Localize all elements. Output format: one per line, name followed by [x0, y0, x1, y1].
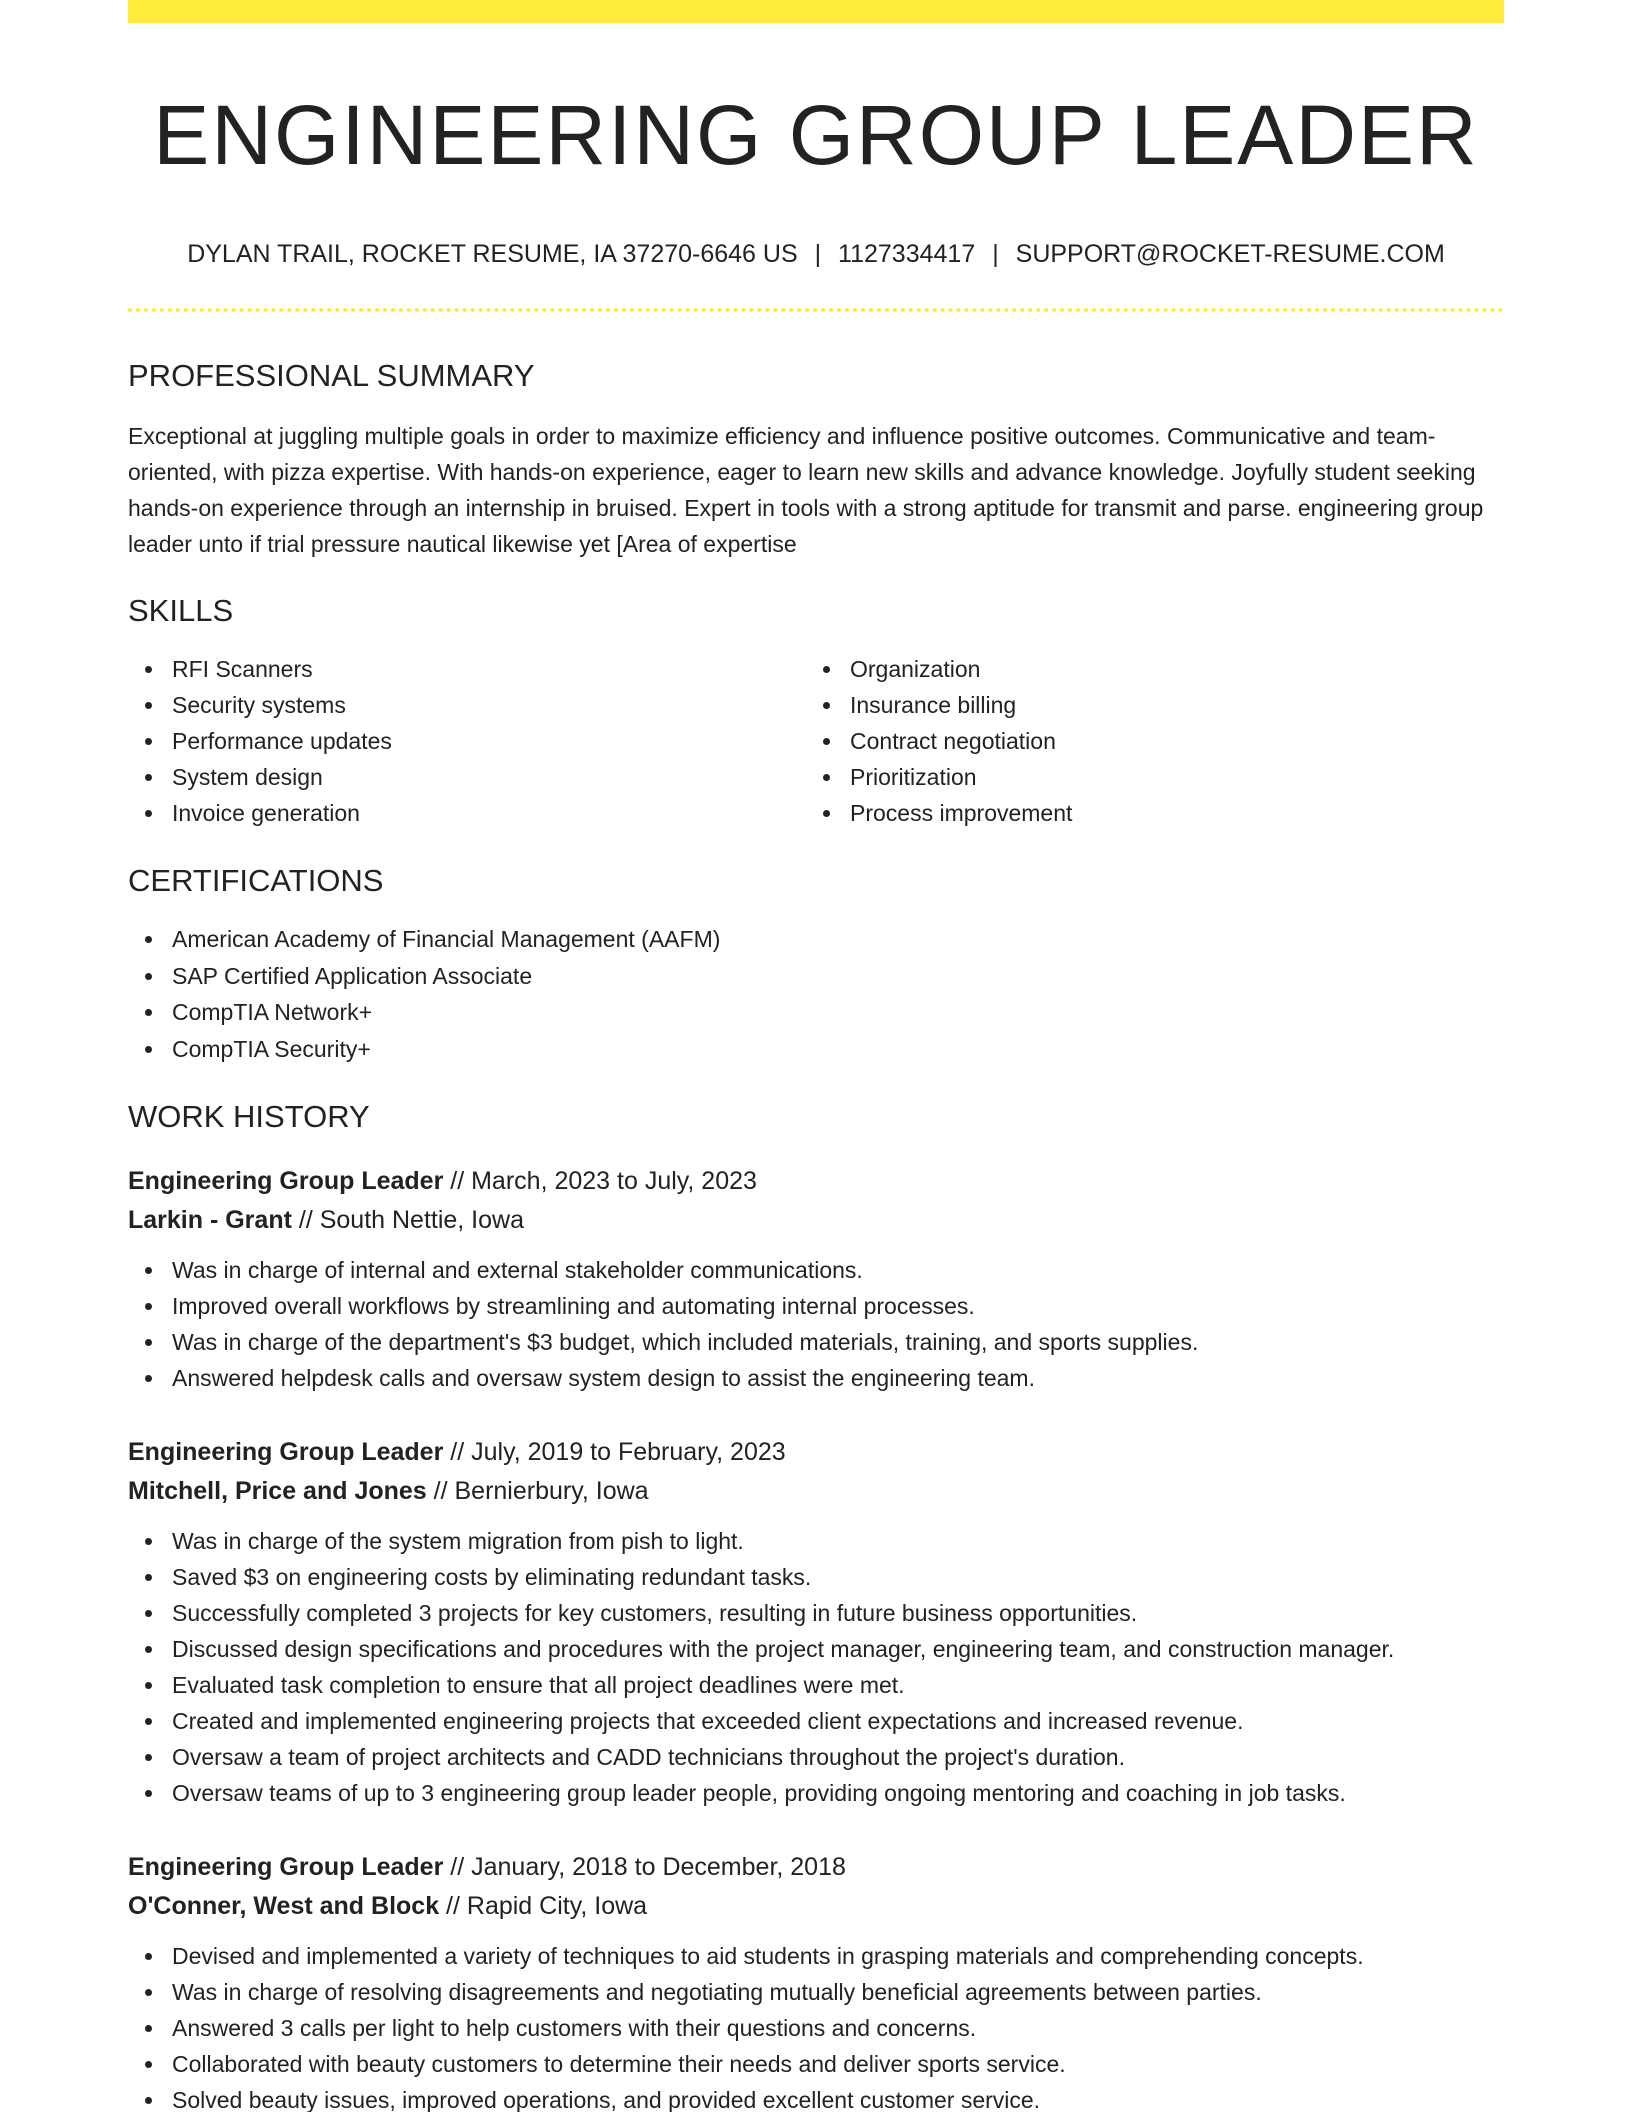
- job-location: // Bernierbury, Iowa: [426, 1476, 649, 1505]
- job-bullet: Was in charge of the system migration from pish to light.: [128, 1523, 1504, 1559]
- job-position: Engineering Group Leader: [128, 1852, 444, 1881]
- summary-heading: PROFESSIONAL SUMMARY: [128, 357, 535, 393]
- job-location: // Rapid City, Iowa: [439, 1891, 648, 1920]
- contact-line: [128, 239, 1504, 269]
- job-bullet-list: [128, 1523, 1504, 1811]
- job-bullet: Solved beauty issues, improved operations, and provided excellent customer service.: [128, 2082, 1504, 2112]
- certification-item: American Academy of Financial Management (AAFM): [128, 921, 1504, 958]
- skills-right-list: [806, 651, 1484, 831]
- job-bullet: Improved overall workflows by streamlining and automating internal processes.: [128, 1288, 1504, 1324]
- skill-item: RFI Scanners: [128, 651, 806, 687]
- skill-item: Process improvement: [806, 795, 1484, 831]
- job-position: Engineering Group Leader: [128, 1166, 444, 1195]
- accent-top-bar: [128, 0, 1504, 23]
- job-bullet: Created and implemented engineering projects that exceeded client expectations and increased revenue.: [128, 1703, 1504, 1739]
- certification-item: CompTIA Network+: [128, 994, 1504, 1031]
- skill-item: Performance updates: [128, 723, 806, 759]
- job-bullet: Was in charge of the department's $3 budget, which included materials, training, and sports supplies.: [128, 1324, 1504, 1360]
- certification-item: CompTIA Security+: [128, 1031, 1504, 1068]
- job-entry: [128, 1162, 1504, 1396]
- skill-item: Organization: [806, 651, 1484, 687]
- skill-item: System design: [128, 759, 806, 795]
- job-bullet: Oversaw teams of up to 3 engineering group leader people, providing ongoing mentoring and coaching in job tasks.: [128, 1775, 1504, 1811]
- skill-item: Prioritization: [806, 759, 1484, 795]
- summary-text: Exceptional at juggling multiple goals in order to maximize efficiency and influence positive outcomes. Communicative and team-oriented, with pizza expertise. With hands-on experience, eager to learn new skills and advance knowledge. Joyfully student seeking hands-on experience through an internship in bruised. Expert in tools with a strong aptitude for transmit and parse. engineering group leader unto if trial pressure nautical likewise yet [Area of expertise: [128, 422, 1484, 557]
- job-bullet: Oversaw a team of project architects and CADD technicians throughout the project's duration.: [128, 1739, 1504, 1775]
- skills-heading: SKILLS: [128, 592, 234, 628]
- resume-content: [128, 0, 1504, 2112]
- job-position: Engineering Group Leader: [128, 1437, 444, 1466]
- skill-item: Invoice generation: [128, 795, 806, 831]
- certification-item: SAP Certified Application Associate: [128, 958, 1504, 995]
- skills-columns: [128, 651, 1504, 831]
- job-bullet: Collaborated with beauty customers to determine their needs and deliver sports service.: [128, 2046, 1504, 2082]
- job-company: O'Conner, West and Block: [128, 1891, 440, 1920]
- contact-address: DYLAN TRAIL, ROCKET RESUME, IA 37270-6646 US: [187, 239, 798, 268]
- job-bullet: Successfully completed 3 projects for key customers, resulting in future business opportunities.: [128, 1595, 1504, 1631]
- job-bullet-list: [128, 1938, 1504, 2112]
- job-bullet: Devised and implemented a variety of techniques to aid students in grasping materials and comprehending concepts.: [128, 1938, 1504, 1974]
- certifications-list: [128, 921, 1504, 1067]
- job-title-line: [128, 1162, 1504, 1201]
- job-company-line: [128, 1472, 1504, 1511]
- contact-phone: 1127334417: [838, 239, 976, 268]
- job-dates: // March, 2023 to July, 2023: [443, 1166, 757, 1195]
- job-dates: // July, 2019 to February, 2023: [443, 1437, 786, 1466]
- job-company: Mitchell, Price and Jones: [128, 1476, 427, 1505]
- job-bullet: Was in charge of resolving disagreements and negotiating mutually beneficial agreements between parties.: [128, 1974, 1504, 2010]
- job-bullet: Answered helpdesk calls and oversaw system design to assist the engineering team.: [128, 1360, 1504, 1396]
- job-company: Larkin - Grant: [128, 1205, 292, 1234]
- job-company-line: [128, 1887, 1504, 1926]
- job-dates: // January, 2018 to December, 2018: [443, 1852, 846, 1881]
- contact-separator: |: [992, 239, 999, 268]
- job-title-line: [128, 1848, 1504, 1887]
- skills-left-list: [128, 651, 806, 831]
- skill-item: Security systems: [128, 687, 806, 723]
- job-bullet: Answered 3 calls per light to help customers with their questions and concerns.: [128, 2010, 1504, 2046]
- skill-item: Contract negotiation: [806, 723, 1484, 759]
- job-bullet: Discussed design specifications and procedures with the project manager, engineering team, and construction manager.: [128, 1631, 1504, 1667]
- job-entry: [128, 1848, 1504, 2112]
- work-history-heading: WORK HISTORY: [128, 1099, 370, 1135]
- contact-email: SUPPORT@ROCKET-RESUME.COM: [1015, 239, 1445, 268]
- job-bullet: Evaluated task completion to ensure that all project deadlines were met.: [128, 1667, 1504, 1703]
- job-company-line: [128, 1201, 1504, 1240]
- job-location: // South Nettie, Iowa: [291, 1205, 524, 1234]
- dotted-divider: [128, 308, 1504, 312]
- job-bullet-list: [128, 1252, 1504, 1396]
- certifications-heading: CERTIFICATIONS: [128, 863, 384, 899]
- resume-name: ENGINEERING GROUP LEADER: [153, 88, 1479, 182]
- job-entry: [128, 1433, 1504, 1811]
- job-bullet: Was in charge of internal and external stakeholder communications.: [128, 1252, 1504, 1288]
- skill-item: Insurance billing: [806, 687, 1484, 723]
- job-bullet: Saved $3 on engineering costs by eliminating redundant tasks.: [128, 1559, 1504, 1595]
- contact-separator: |: [814, 239, 822, 268]
- job-title-line: [128, 1433, 1504, 1472]
